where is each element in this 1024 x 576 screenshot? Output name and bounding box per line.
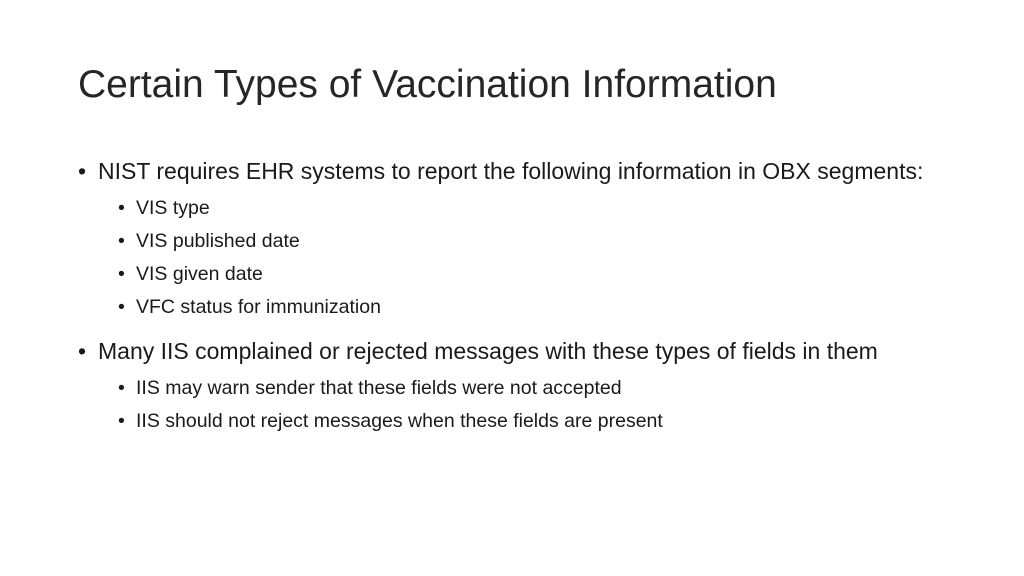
bullet-dot-icon: •: [118, 263, 125, 285]
sub-bullet-list: [98, 372, 958, 438]
bullet-text: NIST requires EHR systems to report the following information in OBX segments:: [98, 158, 924, 184]
bullet-dot-icon: •: [118, 296, 125, 318]
bullet-dot-icon: •: [118, 197, 125, 219]
bullet-item: [78, 336, 958, 438]
sub-bullet-text: IIS may warn sender that these fields were not accepted: [136, 377, 622, 399]
slide-content: [78, 156, 958, 450]
bullet-text: Many IIS complained or rejected messages with these types of fields in them: [98, 338, 878, 364]
bullet-dot-icon: •: [118, 377, 125, 399]
bullet-dot-icon: •: [78, 338, 87, 364]
bullet-list: [78, 156, 958, 438]
bullet-dot-icon: •: [78, 158, 87, 184]
sub-bullet-item: [118, 291, 958, 324]
sub-bullet-text: VIS type: [136, 197, 210, 219]
sub-bullet-item: [118, 258, 958, 291]
sub-bullet-item: [118, 225, 958, 258]
sub-bullet-text: VIS given date: [136, 263, 263, 285]
bullet-item: [78, 156, 958, 324]
sub-bullet-item: [118, 405, 958, 438]
sub-bullet-text: IIS should not reject messages when these fields are present: [136, 410, 663, 432]
sub-bullet-item: [118, 192, 958, 225]
slide-title: Certain Types of Vaccination Information: [78, 63, 777, 106]
sub-bullet-item: [118, 372, 958, 405]
sub-bullet-text: VFC status for immunization: [136, 296, 381, 318]
sub-bullet-list: [98, 192, 958, 324]
bullet-dot-icon: •: [118, 410, 125, 432]
sub-bullet-text: VIS published date: [136, 230, 300, 252]
bullet-dot-icon: •: [118, 230, 125, 252]
